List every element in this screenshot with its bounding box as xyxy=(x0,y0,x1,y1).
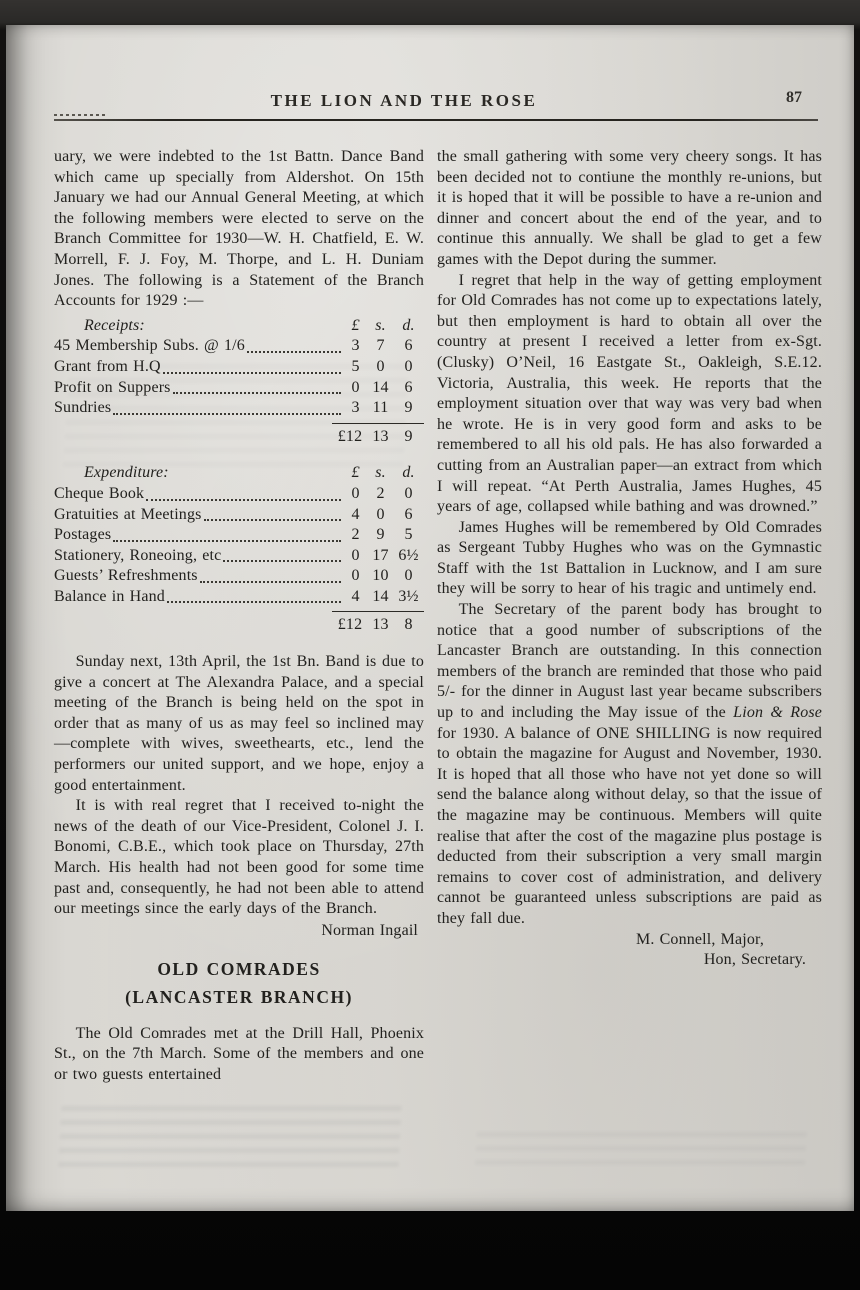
row-pence: 5 xyxy=(404,526,413,544)
receipts-heading: Receipts: xyxy=(84,316,145,334)
row-shillings: 2 xyxy=(376,484,385,502)
total-pence: 9 xyxy=(404,427,413,445)
expenditure-header-row xyxy=(54,463,424,484)
intro-paragraph: uary, we were indebted to the 1st Battn. Dance Band which came up specially from Aldershot. On 15th January we had our Annual General Meeting, at which the following members were elected to serve on the Branch Committee for 1930—W. H. Chatfield, E. W. Morrell, F. J. Foy, M. Thorpe, and L. H. Duniam Jones. The following is a Statement of the Branch Accounts for 1929 :— xyxy=(54,148,425,310)
section-heading: OLD COMRADES xyxy=(157,959,321,980)
dot-leader xyxy=(204,519,342,521)
row-pounds: 4 xyxy=(351,587,360,605)
section-subheading: (LANCASTER BRANCH) xyxy=(125,986,353,1007)
bleed-through-texture xyxy=(475,1123,808,1171)
row-pence: 0 xyxy=(404,567,413,585)
expenditure-table xyxy=(54,463,424,636)
row-pence: 6 xyxy=(404,505,413,523)
row-pounds: 3 xyxy=(351,399,360,417)
row-pence: 6 xyxy=(404,337,413,355)
table-row xyxy=(54,566,424,587)
row-pounds: 5 xyxy=(351,357,360,375)
pence-header: d. xyxy=(402,464,415,482)
row-pence: 6 xyxy=(404,378,413,396)
dot-leader xyxy=(200,581,341,583)
magazine-name-italic: Lion & Rose xyxy=(733,704,822,722)
row-shillings: 0 xyxy=(376,505,385,523)
concert-paragraph: Sunday next, 13th April, the 1st Bn. Band is due to give a concert at The Alexandra Palace, and a special meeting of the Branch is being held on the spot in order that as many of us as may feel so inclined may—complete with wives, sweethearts, etc., lend the performers our united support, and we hope, enjoy a good entertainment. xyxy=(54,653,425,794)
row-label: 45 Membership Subs. @ 1/6 xyxy=(54,337,245,355)
expenditure-heading: Expenditure: xyxy=(84,464,169,482)
row-pounds: 2 xyxy=(351,526,360,544)
row-shillings: 0 xyxy=(376,357,385,375)
table-row xyxy=(54,546,424,567)
table-row xyxy=(54,505,424,526)
row-pounds: 0 xyxy=(351,567,360,585)
dot-leader xyxy=(163,372,341,374)
row-shillings: 14 xyxy=(372,378,389,396)
row-shillings: 14 xyxy=(372,587,389,605)
table-row xyxy=(54,357,424,378)
dot-leader xyxy=(113,413,341,415)
secretary-paragraph-part2: for 1930. A balance of ONE SHILLING is now required to obtain the magazine for August and November, 1930. It is hoped that all those who have not yet done so will send the balance along without delay, so that the issue of the magazine may be continuous. Members will quite realise that after the cost of the magazine plus postage is deducted from their subscription a very small margin remains to cover cost of administration, and delivery cannot be guaranteed unless subscriptions are paid as they fall due. xyxy=(437,724,822,927)
page-number: 87 xyxy=(786,89,802,106)
obituary-paragraph: It is with real regret that I received to-night the news of the death of our Vice-President, Colonel J. I. Bonomi, C.B.E., which took place on Thursday, 27th March. His health had not been good for some time past and, consequently, he had not been able to attend our meetings since the early days of the Branch. xyxy=(54,797,425,918)
table-row xyxy=(54,484,424,505)
pounds-header: £ xyxy=(351,464,360,482)
row-shillings: 9 xyxy=(376,526,385,544)
row-shillings: 7 xyxy=(376,337,385,355)
table-row xyxy=(54,587,424,608)
row-pounds: 4 xyxy=(351,505,360,523)
row-pence: 3½ xyxy=(398,587,419,605)
dot-leader xyxy=(247,351,341,353)
row-pounds: 0 xyxy=(351,378,360,396)
row-label: Balance in Hand xyxy=(54,587,165,605)
bleed-through-texture xyxy=(58,1097,402,1175)
page-title: THE LION AND THE ROSE xyxy=(270,91,538,110)
row-label: Cheque Book xyxy=(54,484,145,502)
row-pence: 0 xyxy=(404,484,413,502)
receipts-header-row xyxy=(54,316,424,337)
shillings-header: s. xyxy=(375,464,386,482)
row-label: Sundries xyxy=(54,399,112,417)
secretary-paragraph xyxy=(437,600,822,930)
table-row xyxy=(54,525,424,546)
total-shillings: 13 xyxy=(372,427,389,445)
pounds-header: £ xyxy=(351,316,360,334)
header-rule-tick xyxy=(54,114,106,116)
row-label: Stationery, Roneoing, etc xyxy=(54,546,222,564)
row-shillings: 10 xyxy=(372,567,389,585)
receipts-total-row xyxy=(54,423,424,448)
dot-leader xyxy=(173,392,341,394)
magazine-page xyxy=(6,25,854,1211)
old-comrades-paragraph: The Old Comrades met at the Drill Hall, Phoenix St., on the 7th March. Some of the members and one or two guests entertained xyxy=(54,1024,425,1083)
row-label: Grant from H.Q xyxy=(54,357,161,375)
left-signature: Norman Ingail xyxy=(321,921,419,939)
total-pounds: £12 xyxy=(337,616,363,634)
row-label: Profit on Suppers xyxy=(54,378,171,396)
row-label: Postages xyxy=(54,526,112,544)
total-shillings: 13 xyxy=(372,616,389,634)
table-row xyxy=(54,378,424,399)
shillings-header: s. xyxy=(375,316,386,334)
total-pence: 8 xyxy=(404,616,413,634)
right-column xyxy=(437,147,822,1085)
row-pence: 0 xyxy=(404,357,413,375)
row-label: Guests’ Refreshments xyxy=(54,567,198,585)
dot-leader xyxy=(113,540,341,542)
row-shillings: 17 xyxy=(372,546,389,564)
row-pence: 9 xyxy=(404,399,413,417)
row-pounds: 0 xyxy=(351,484,360,502)
receipts-table xyxy=(54,316,424,448)
left-column xyxy=(54,147,424,1085)
dot-leader xyxy=(167,601,341,603)
expenditure-total-row xyxy=(54,611,424,636)
two-column-layout xyxy=(54,147,822,1085)
right-signature-name: M. Connell, Major, xyxy=(635,930,764,948)
total-pounds: £12 xyxy=(337,427,363,445)
employment-paragraph: I regret that help in the way of getting employment for Old Comrades has not come up to expectations lately, but then employment is hard to obtain all over the country at present I received a letter from ex-Sgt. (Clusky) O’Neil, 16 Eastgate St., Oakleigh, S.E.12. Victoria, Australia, this week. He reports that the employment situation over that way was very bad when he wrote. He is in very good form and asks to be remembered to all his old pals. He has also forwarded a cutting from an Australian paper—an extract from which I will repeat. “At Perth Australia, James Hughes, 45 years of age, collapsed while bathing and was drowned.” xyxy=(437,271,822,516)
right-signature-title: Hon, Secretary. xyxy=(703,951,806,969)
hughes-paragraph: James Hughes will be remembered by Old Comrades as Sergeant Tubby Hughes who was on the Gymnastic Staff with the 1st Battalion in Lucknow, and I am sure they will be sorry to hear of his tragic and untimely end. xyxy=(437,518,822,598)
table-row xyxy=(54,398,424,419)
dot-leader xyxy=(146,499,341,501)
dot-leader xyxy=(223,560,341,562)
row-pounds: 3 xyxy=(351,337,360,355)
pence-header: d. xyxy=(402,316,415,334)
row-pence: 6½ xyxy=(398,546,419,564)
header-rule xyxy=(54,119,818,121)
row-pounds: 0 xyxy=(351,546,360,564)
gathering-paragraph: the small gathering with some very cheery songs. It has been decided not to contiune the monthly re-unions, but it is hoped that it will be possible to have a re-union and dinner and concert about the end of the year, and to continue this annually. We shall be glad to get a few games with the Depot during the summer. xyxy=(437,148,822,268)
secretary-paragraph-part1: The Secretary of the parent body has brought to notice that a good number of subscriptions of the Lancaster Branch are outstanding. In this connection members of the branch are reminded that those who paid 5/- for the dinner in August last year became subscribers up to and including the May issue of the xyxy=(437,601,822,722)
row-shillings: 11 xyxy=(372,399,389,417)
page-header xyxy=(6,25,854,121)
table-row xyxy=(54,336,424,357)
row-label: Gratuities at Meetings xyxy=(54,505,202,523)
